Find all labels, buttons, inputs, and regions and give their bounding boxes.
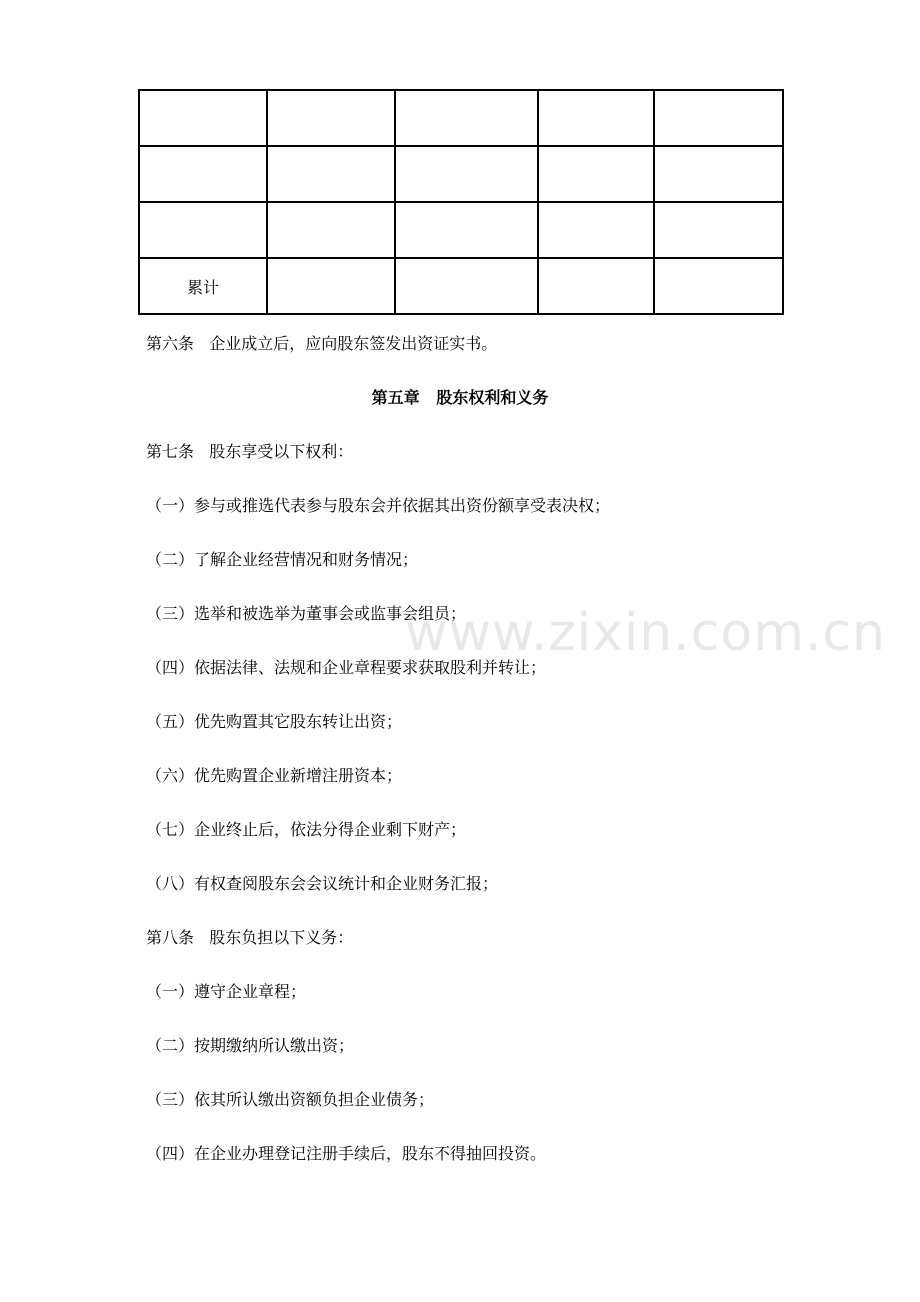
table-cell [654, 202, 783, 258]
article-7-item-2: （二）了解企业经营情况和财务情况； [146, 550, 419, 569]
table-cell [395, 202, 538, 258]
table-cell [139, 146, 267, 202]
article-8-item-3: （三）依其所认缴出资额负担企业债务； [146, 1090, 435, 1109]
table-cell [395, 258, 538, 314]
article-7-item-8: （八）有权查阅股东会会议统计和企业财务汇报； [146, 874, 499, 893]
table-cell [267, 202, 395, 258]
table-cell [538, 146, 654, 202]
table-cell [654, 90, 783, 146]
capital-contribution-table [138, 89, 784, 315]
table-cell [139, 202, 267, 258]
table-cell [654, 258, 783, 314]
article-7-item-6: （六）优先购置企业新增注册资本； [146, 766, 403, 785]
watermark: www.zixin.com.cn [405, 603, 886, 663]
table-cell [538, 202, 654, 258]
chapter-5-title: 第五章 股东权利和义务 [371, 388, 549, 407]
article-7-item-1: （一）参与或推选代表参与股东会并依据其出资份额享受表决权； [146, 496, 611, 515]
table-row [139, 146, 783, 202]
article-7-item-7: （七）企业终止后，依法分得企业剩下财产； [146, 820, 467, 839]
table-cell [654, 146, 783, 202]
table-row [139, 202, 783, 258]
table-cell [538, 90, 654, 146]
table-cell [538, 258, 654, 314]
article-8-heading: 第八条 股东负担以下义务： [146, 928, 354, 947]
article-7-item-3: （三）选举和被选举为董事会或监事会组员； [146, 604, 467, 623]
table-cell [139, 90, 267, 146]
table-cell [267, 146, 395, 202]
article-8-item-1: （一）遵守企业章程； [146, 982, 307, 1001]
table-row [139, 90, 783, 146]
table-cell [395, 90, 538, 146]
table-cell [267, 258, 395, 314]
article-6: 第六条 企业成立后，应向股东签发出资证实书。 [146, 334, 498, 353]
table-total-row [139, 258, 783, 314]
article-7-item-4: （四）依据法律、法规和企业章程要求获取股利并转让； [146, 658, 547, 677]
article-8-item-4: （四）在企业办理登记注册手续后，股东不得抽回投资。 [146, 1144, 547, 1163]
table-cell [267, 90, 395, 146]
article-8-item-2: （二）按期缴纳所认缴出资； [146, 1036, 355, 1055]
table-cell [395, 146, 538, 202]
total-label-cell: 累计 [139, 258, 267, 314]
article-7-item-5: （五）优先购置其它股东转让出资； [146, 712, 403, 731]
article-7-heading: 第七条 股东享受以下权利： [146, 442, 354, 461]
